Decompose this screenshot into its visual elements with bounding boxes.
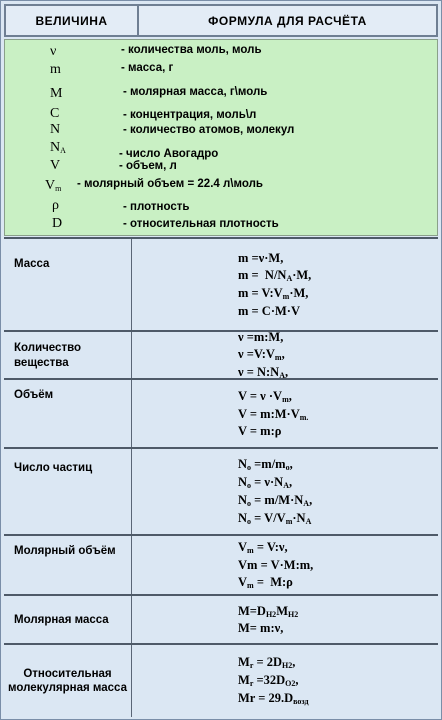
formula: $M_r =32D_{O2}$, [238, 673, 299, 689]
formula: $N_o =m/m_o$, [238, 457, 293, 473]
formula-cell [132, 536, 438, 595]
legend-symbol: N [50, 122, 61, 137]
legend-symbol: D [52, 216, 63, 231]
formula-cell [132, 645, 438, 717]
formula: m =ν·M, [238, 251, 284, 266]
formula: $M=D_{H2}M_{H2}$ [238, 603, 299, 619]
formula: $N_o = \nu\cdot N_A$, [238, 475, 293, 491]
legend-description: - количества моль, моль [121, 44, 262, 56]
legend-description: - число Авогадро [119, 148, 219, 160]
formula: V = m:ρ [238, 424, 282, 439]
legend-item [5, 140, 437, 158]
formula: $N_o = m/M\cdot N_A$, [238, 493, 313, 508]
legend-item [5, 62, 437, 80]
legend-item [5, 158, 437, 176]
formula: $V = m:M\cdot V_{m.}$ [238, 406, 309, 422]
table-row [4, 594, 438, 644]
legend-description: - молярный объем = 22.4 л\моль [77, 178, 263, 190]
legend-description: - масса, г [121, 62, 174, 74]
formula: Vm = V·M:m, [238, 558, 314, 573]
quantity-cell: Количество вещества [4, 332, 132, 379]
legend-item [5, 178, 437, 196]
quantity-cell: Молярная масса [4, 596, 132, 644]
formula: $\nu = N:N_A$, [238, 364, 289, 380]
formula-cell [132, 449, 438, 535]
table-row [4, 534, 438, 595]
header-quantity: ВЕЛИЧИНА [4, 4, 137, 37]
formula-cell [132, 380, 438, 448]
quantity-cell: Масса [4, 239, 132, 331]
legend-symbol: $N_A$ [50, 140, 66, 155]
legend-item [5, 198, 437, 216]
formula: ν =m:M, [238, 330, 284, 345]
formula: M= m:ν, [238, 621, 284, 636]
formula: $M_r = 2D_{H2}$, [238, 655, 296, 671]
legend-symbol: $V_m$ [45, 178, 62, 193]
formula: $V_m$ = M:ρ [238, 574, 293, 590]
formula: $N_o = V/V_m\cdot N_A$ [238, 510, 312, 526]
legend-description: - количество атомов, молекул [123, 124, 295, 136]
legend-item [5, 122, 437, 140]
formula: $V = \nu \cdot V_m$, [238, 388, 292, 404]
legend-symbol: C [50, 106, 60, 121]
formula: $\nu =V:V_m$, [238, 347, 285, 363]
table-row [4, 643, 438, 717]
legend-description: - молярная масса, г\моль [123, 86, 268, 98]
legend-description: - объем, л [119, 160, 177, 172]
legend-item [5, 216, 437, 234]
quantity-cell: Объём [4, 380, 132, 448]
legend-item [5, 44, 437, 62]
table-row [4, 378, 438, 448]
header-formula: ФОРМУЛА ДЛЯ РАСЧЁТА [137, 4, 438, 37]
formula-cell [132, 596, 438, 644]
legend-symbol: ρ [52, 198, 59, 213]
formula: m = C·M·V [238, 303, 300, 318]
legend-description: - плотность [123, 201, 190, 213]
quantity-cell: Молярный объём [4, 536, 132, 595]
formula: $m = N/N_A\cdot M$, [238, 268, 312, 284]
formula: $Mr = 29.D_{возд}$ [238, 690, 309, 706]
legend-symbol: M [50, 86, 63, 101]
legend-description: - концентрация, моль\л [123, 109, 257, 121]
legend-description: - относительная плотность [123, 218, 279, 230]
table-row [4, 330, 438, 379]
table-row [4, 447, 438, 535]
table-header [4, 4, 438, 37]
legend-symbol: V [50, 158, 61, 173]
formula-table [4, 237, 438, 716]
formula: $V_m$ = V:ν, [238, 540, 288, 556]
formula-cell [132, 239, 438, 331]
quantity-cell: Число частиц [4, 449, 132, 535]
table-row [4, 237, 438, 331]
legend-symbol: m [50, 62, 61, 77]
legend-symbol: ν [50, 44, 57, 59]
symbol-legend [4, 39, 438, 236]
formula: $m = V:V_m\cdot M$, [238, 286, 309, 301]
quantity-cell: Относительная молекулярная масса [4, 645, 132, 717]
formula-cell [132, 332, 438, 379]
legend-item [5, 86, 437, 104]
